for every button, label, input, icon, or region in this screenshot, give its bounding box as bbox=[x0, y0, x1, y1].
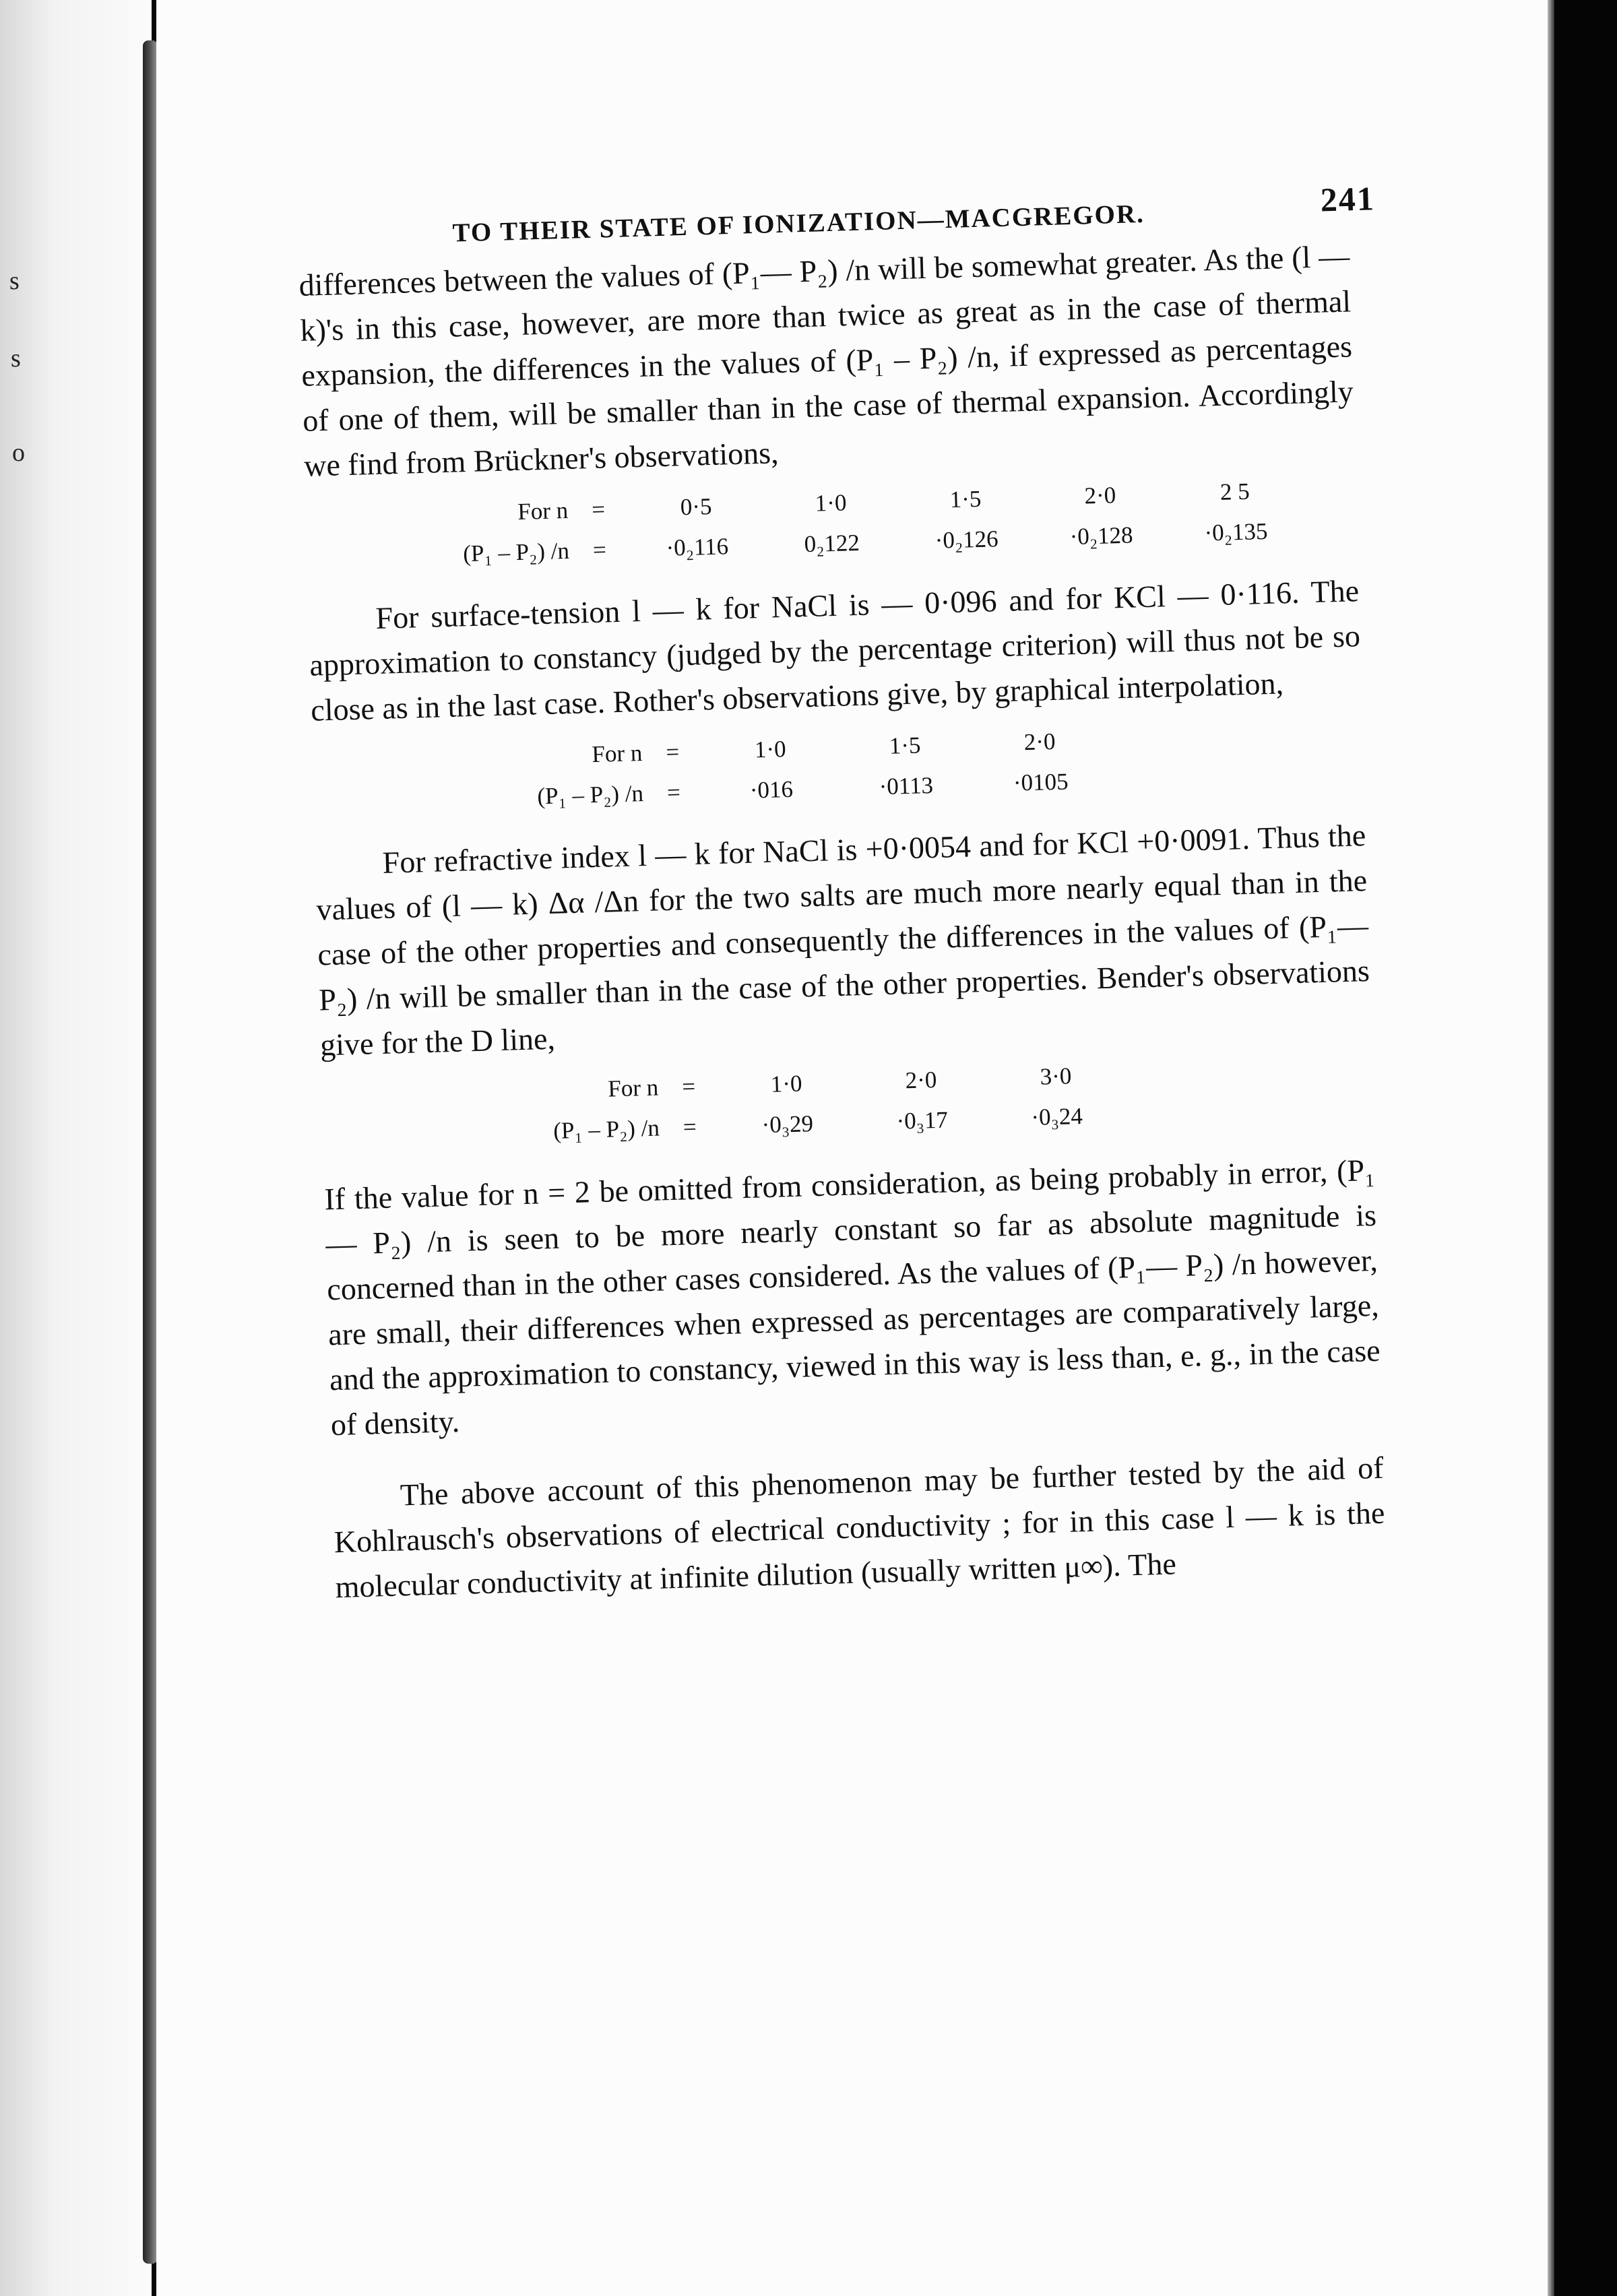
paragraph-3: For refractive index l — k for NaCl is +0·0054 and for KCl +0·0091. Thus the values of (l — k) Δα /Δn for the two salts are much more nearly equal than in the case of the other properties and consequently the differences in the values of (P₁— P₂) /n will be smaller than in the case of the other properties. Bender's observations give for the D line, bbox=[315, 818, 1370, 1062]
n-value: 1·0 bbox=[815, 489, 847, 517]
row-label: (P₁ – P₂) /n bbox=[536, 779, 644, 810]
n-value: 1·0 bbox=[754, 736, 787, 763]
row-label: For n bbox=[591, 739, 643, 768]
margin-mark: o bbox=[12, 439, 25, 467]
equals-sign: = bbox=[681, 1073, 696, 1100]
cell-value: ·0₂135 bbox=[1204, 517, 1268, 546]
n-value: 0·5 bbox=[680, 492, 712, 521]
margin-mark: s bbox=[9, 267, 20, 295]
page-right-edge bbox=[1548, 0, 1617, 2296]
n-value: 3·0 bbox=[1040, 1062, 1072, 1090]
data-table-bender bbox=[496, 1054, 1124, 1153]
cell-value: ·0113 bbox=[879, 771, 934, 800]
cell-value: ·016 bbox=[749, 775, 794, 804]
equals-sign: = bbox=[683, 1113, 697, 1141]
row-label: (P₁ – P₂) /n bbox=[462, 537, 570, 567]
running-title: TO THEIR STATE OF IONIZATION—MACGREGOR. bbox=[452, 199, 1145, 248]
paragraph-1: differences between the values of (P₁— P₂) /n will be somewhat greater. As the (l — k)'s in this case, however, are more than twice as great as in the case of thermal expansion, the differences in the values of (P₁ – P₂) /n, if expressed as percentages of one of them, will be smaller than in the case of thermal expansion. Accordingly we find from Brückner's observations, bbox=[298, 238, 1354, 483]
n-value: 2 5 bbox=[1219, 478, 1250, 505]
paragraph-4: If the value for n = 2 be omitted from consideration, as being probably in error, (P₁— P₂) /n is seen to be more nearly constant so far as absolute magnitude is concerned than in the other cases considered. As the values of (P₁— P₂) /n however, are small, their differences when expressed as percentages are comparatively large, and the approximation to constancy, viewed in this way is less than, e. g., in the case of density. bbox=[323, 1152, 1381, 1442]
paragraph-5: The above account of this phenomenon may be further tested by the aid of Kohlrausch's observations of electrical conductivity ; for in this case l — k is the molecular conductivity at infinite dilution (usually written μ∞). The bbox=[334, 1450, 1385, 1605]
equals-sign: = bbox=[591, 496, 606, 523]
cell-value: ·0₂116 bbox=[666, 533, 729, 561]
equals-sign: = bbox=[592, 536, 607, 563]
equals-sign: = bbox=[666, 779, 681, 806]
cell-value: 0₂122 bbox=[804, 529, 860, 558]
paragraph-2: For surface-tension l — k for NaCl is — 0·096 and for KCl — 0·116. The approximation to constancy (judged by the percentage criterion) will thus not be so close as in the last case. Rother's observations give, by graphical interpolation, bbox=[309, 573, 1361, 728]
cell-value: ·0105 bbox=[1013, 768, 1069, 796]
margin-mark: s bbox=[11, 344, 21, 373]
n-value: 1·5 bbox=[949, 485, 982, 513]
n-value: 1·5 bbox=[889, 732, 922, 759]
data-table-bruckner bbox=[406, 470, 1304, 576]
page-number: 241 bbox=[1319, 179, 1376, 219]
cell-value: ·0₂126 bbox=[934, 525, 999, 554]
cell-value: ·0₂128 bbox=[1069, 521, 1134, 550]
row-label: For n bbox=[517, 497, 569, 525]
equals-sign: = bbox=[665, 738, 680, 766]
row-label: For n bbox=[607, 1074, 659, 1102]
cell-value: ·0₃17 bbox=[895, 1106, 949, 1135]
row-label: (P₁ – P₂) /n bbox=[552, 1114, 660, 1144]
cell-value: ·0₃24 bbox=[1030, 1102, 1083, 1131]
n-value: 1·0 bbox=[770, 1070, 802, 1097]
page-content bbox=[296, 166, 1387, 1609]
n-value: 2·0 bbox=[905, 1066, 937, 1094]
n-value: 2·0 bbox=[1084, 482, 1116, 509]
cell-value: ·0₃29 bbox=[761, 1110, 814, 1139]
facing-page-edge bbox=[0, 0, 152, 2296]
data-table-rother bbox=[480, 720, 1109, 819]
n-value: 2·0 bbox=[1023, 728, 1056, 756]
book-gutter bbox=[143, 40, 158, 2264]
